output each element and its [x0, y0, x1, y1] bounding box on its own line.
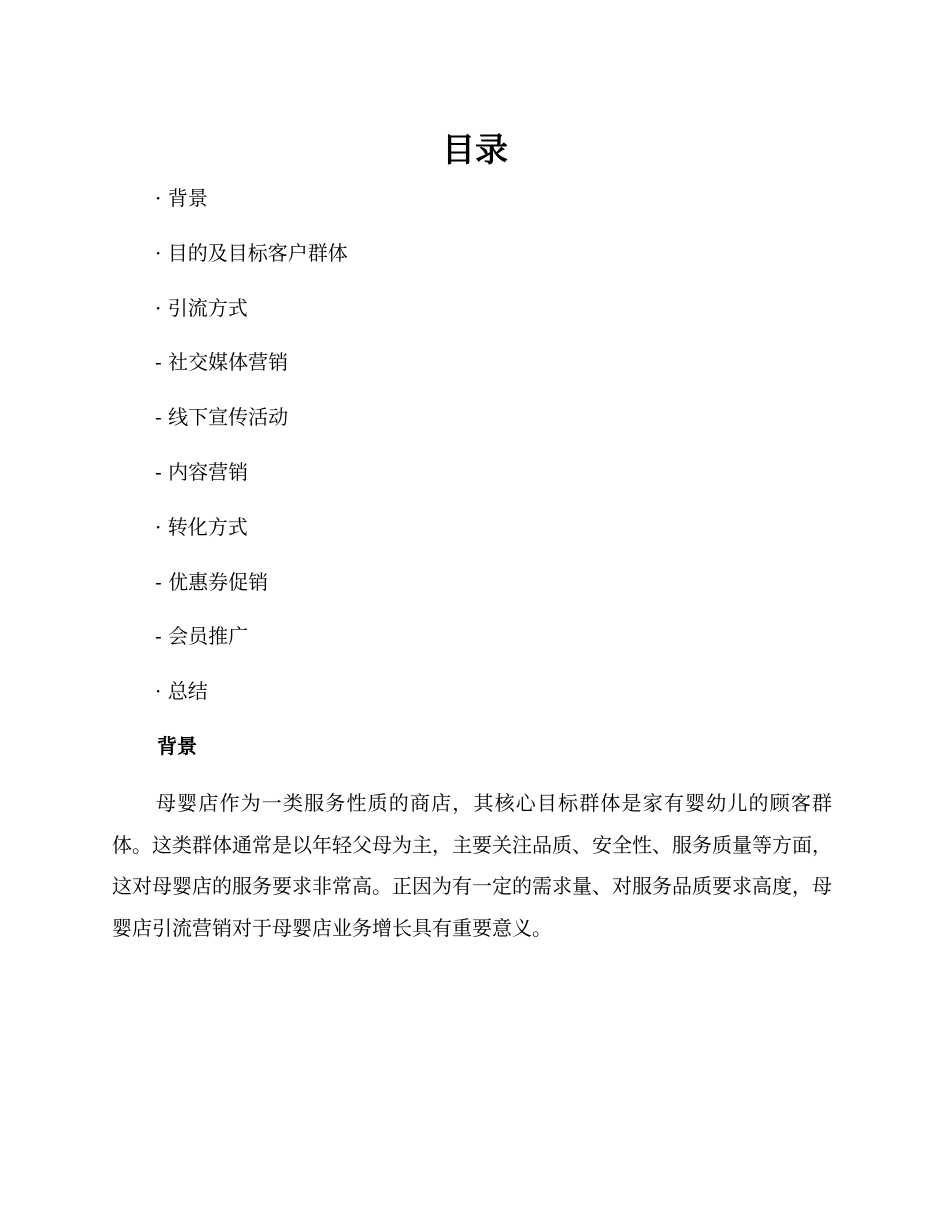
- toc-subitem-membership-promotion: - 会员推广: [155, 624, 249, 649]
- toc-item-traffic-methods: · 引流方式: [155, 295, 248, 320]
- section-heading-background: 背景: [157, 734, 197, 758]
- table-of-contents: [155, 180, 348, 728]
- page-title: 目录: [442, 130, 508, 169]
- toc-subitem-social-media-marketing: - 社交媒体营销: [155, 350, 289, 375]
- toc-item-background: · 背景: [155, 186, 208, 210]
- toc-subitem-coupon-promotion: - 优惠券促销: [155, 569, 269, 594]
- toc-item-purpose-target-customers: · 目的及目标客户群体: [155, 240, 348, 265]
- toc-subitem-content-marketing: - 内容营销: [155, 459, 249, 484]
- toc-item-summary: · 总结: [155, 679, 208, 704]
- toc-subitem-offline-promotion: - 线下宣传活动: [155, 405, 289, 430]
- background-paragraph: 母婴店作为一类服务性质的商店，其核心目标群体是家有婴幼儿的顾客群体。这类群体通常是以年轻父母为主，主要关注品质、安全性、服务质量等方面，这对母婴店的服务要求非常高。正因为有一定的需求量、对服务品质要求高度，母婴店引流营销对于母婴店业务增长具有重要意义。: [112, 791, 832, 940]
- toc-item-conversion-methods: · 转化方式: [155, 514, 248, 539]
